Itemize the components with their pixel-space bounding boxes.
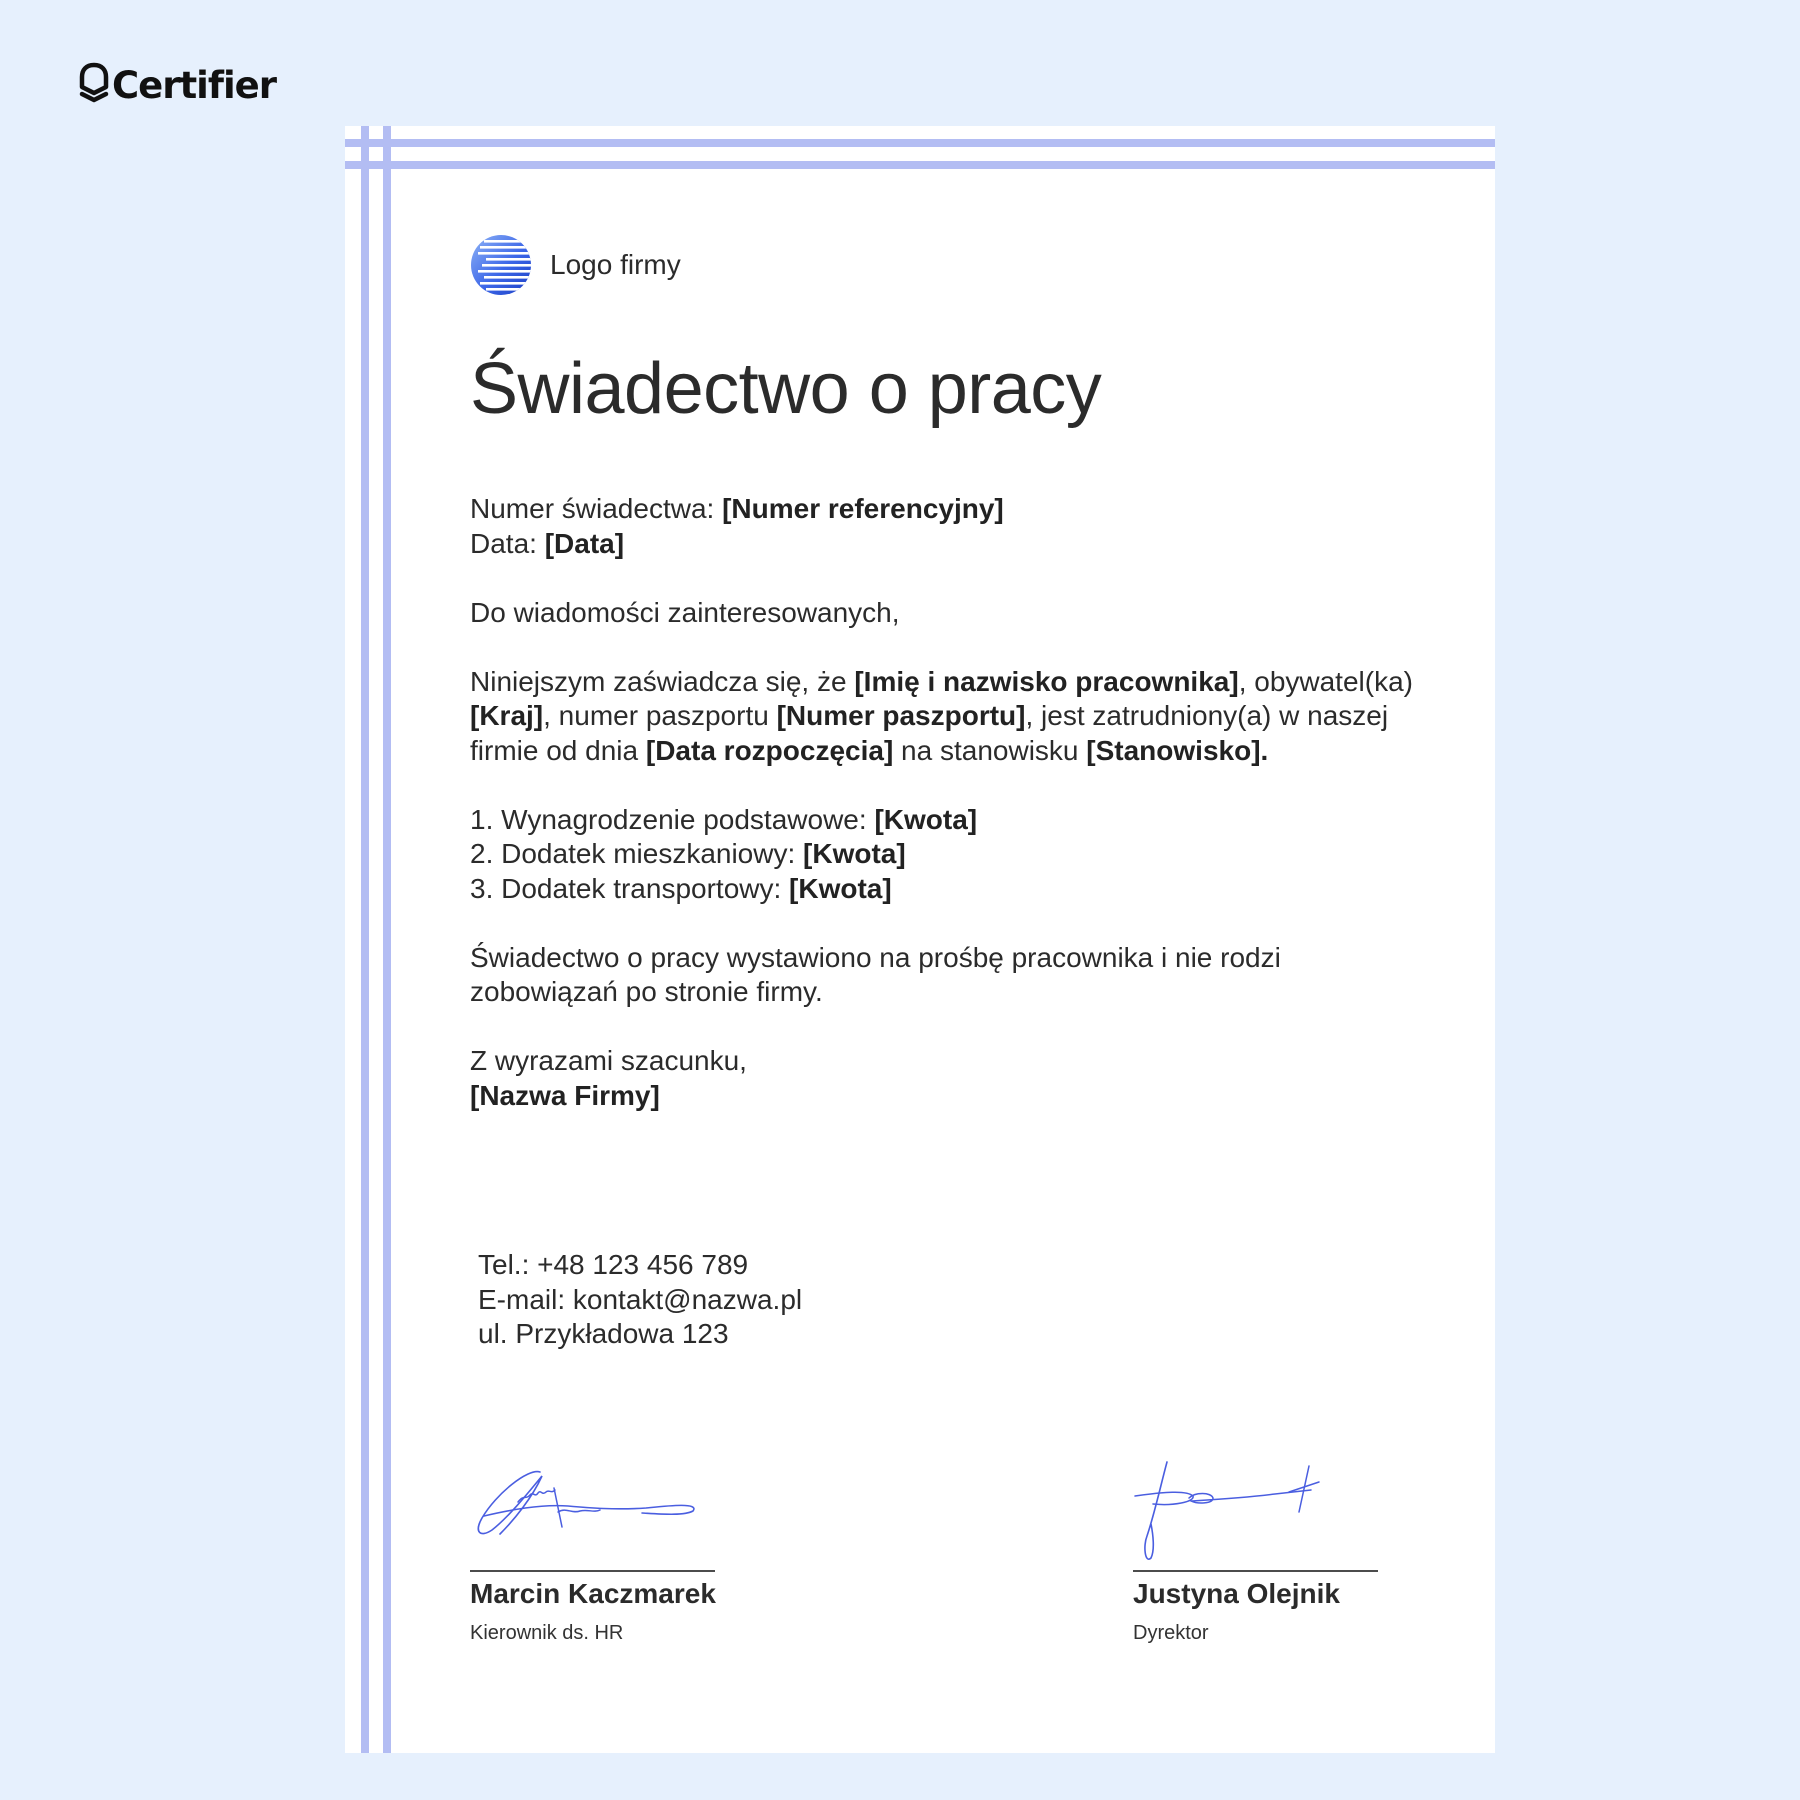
left-stripe-2 bbox=[383, 126, 391, 1753]
paragraph-text: , numer paszportu bbox=[543, 700, 777, 731]
certifier-shield-icon bbox=[78, 62, 110, 108]
signature-image bbox=[1133, 1454, 1378, 1572]
item-value: [Kwota] bbox=[789, 872, 892, 904]
item-label: 2. Dodatek mieszkaniowy: bbox=[470, 838, 804, 869]
globe-logo-icon bbox=[470, 234, 532, 296]
paragraph-text: na stanowisku bbox=[893, 734, 1087, 766]
item-label: 3. Dodatek transportowy: bbox=[470, 872, 790, 904]
list-item bbox=[470, 872, 1430, 907]
document-body bbox=[470, 492, 1430, 1148]
item-value: [Kwota] bbox=[803, 838, 906, 869]
document-title: Świadectwo o pracy bbox=[470, 349, 1102, 429]
signer-role: Dyrektor bbox=[1133, 1622, 1209, 1644]
company-logo bbox=[470, 234, 681, 296]
company-name: [Nazwa Firmy] bbox=[470, 1079, 660, 1111]
reference-block bbox=[470, 492, 1430, 561]
contact-block bbox=[478, 1248, 802, 1352]
signature-block-director bbox=[1133, 1454, 1378, 1645]
closing-block bbox=[470, 1044, 1430, 1113]
certificate-paper bbox=[345, 126, 1495, 1753]
paragraph-text: , obywatel(ka) bbox=[1238, 665, 1413, 697]
start-date-placeholder: [Data rozpoczęcia] bbox=[645, 734, 894, 766]
paragraph-text: , jest zatrudniony(a) w naszej firmie od dnia bbox=[470, 700, 1389, 766]
contact-email: E-mail: kontakt@nazwa.pl bbox=[478, 1283, 803, 1315]
item-label: 1. Wynagrodzenie podstawowe: bbox=[470, 803, 875, 835]
list-item bbox=[470, 837, 1430, 872]
signer-role: Kierownik ds. HR bbox=[470, 1622, 624, 1644]
main-paragraph bbox=[470, 665, 1430, 769]
statement: Świadectwo o pracy wystawiono na prośbę pracownika i nie rodzi zobowiązań po stronie firmy. bbox=[470, 941, 1281, 1007]
logo-label: Logo firmy bbox=[550, 249, 681, 280]
compensation-list bbox=[470, 803, 1430, 907]
position-placeholder: [Stanowisko]. bbox=[1086, 734, 1269, 766]
date-value: [Data] bbox=[544, 527, 625, 559]
closing: Z wyrazami szacunku, bbox=[470, 1045, 747, 1076]
left-stripe-1 bbox=[361, 126, 369, 1753]
employee-name-placeholder: [Imię i nazwisko pracownika] bbox=[854, 665, 1239, 697]
contact-phone: Tel.: +48 123 456 789 bbox=[478, 1249, 749, 1280]
passport-placeholder: [Numer paszportu] bbox=[776, 700, 1026, 731]
top-stripe-2 bbox=[345, 161, 1495, 169]
top-stripe-1 bbox=[345, 139, 1495, 147]
contact-address: ul. Przykładowa 123 bbox=[478, 1318, 729, 1349]
signature-image bbox=[470, 1454, 715, 1572]
brand-name: Certifier bbox=[112, 63, 276, 107]
item-value: [Kwota] bbox=[874, 803, 978, 835]
signature-block-hr bbox=[470, 1454, 715, 1645]
ref-label: Numer świadectwa: bbox=[470, 493, 723, 524]
greeting: Do wiadomości zainteresowanych, bbox=[470, 596, 900, 628]
certifier-brand bbox=[78, 62, 276, 108]
signer-name: Marcin Kaczmarek bbox=[470, 1578, 716, 1609]
date-label: Data: bbox=[470, 527, 545, 559]
country-placeholder: [Kraj] bbox=[470, 700, 544, 731]
signer-name: Justyna Olejnik bbox=[1133, 1578, 1340, 1609]
ref-value: [Numer referencyjny] bbox=[722, 493, 1004, 524]
paragraph-text: Niniejszym zaświadcza się, że bbox=[470, 665, 855, 697]
list-item bbox=[470, 803, 1430, 838]
